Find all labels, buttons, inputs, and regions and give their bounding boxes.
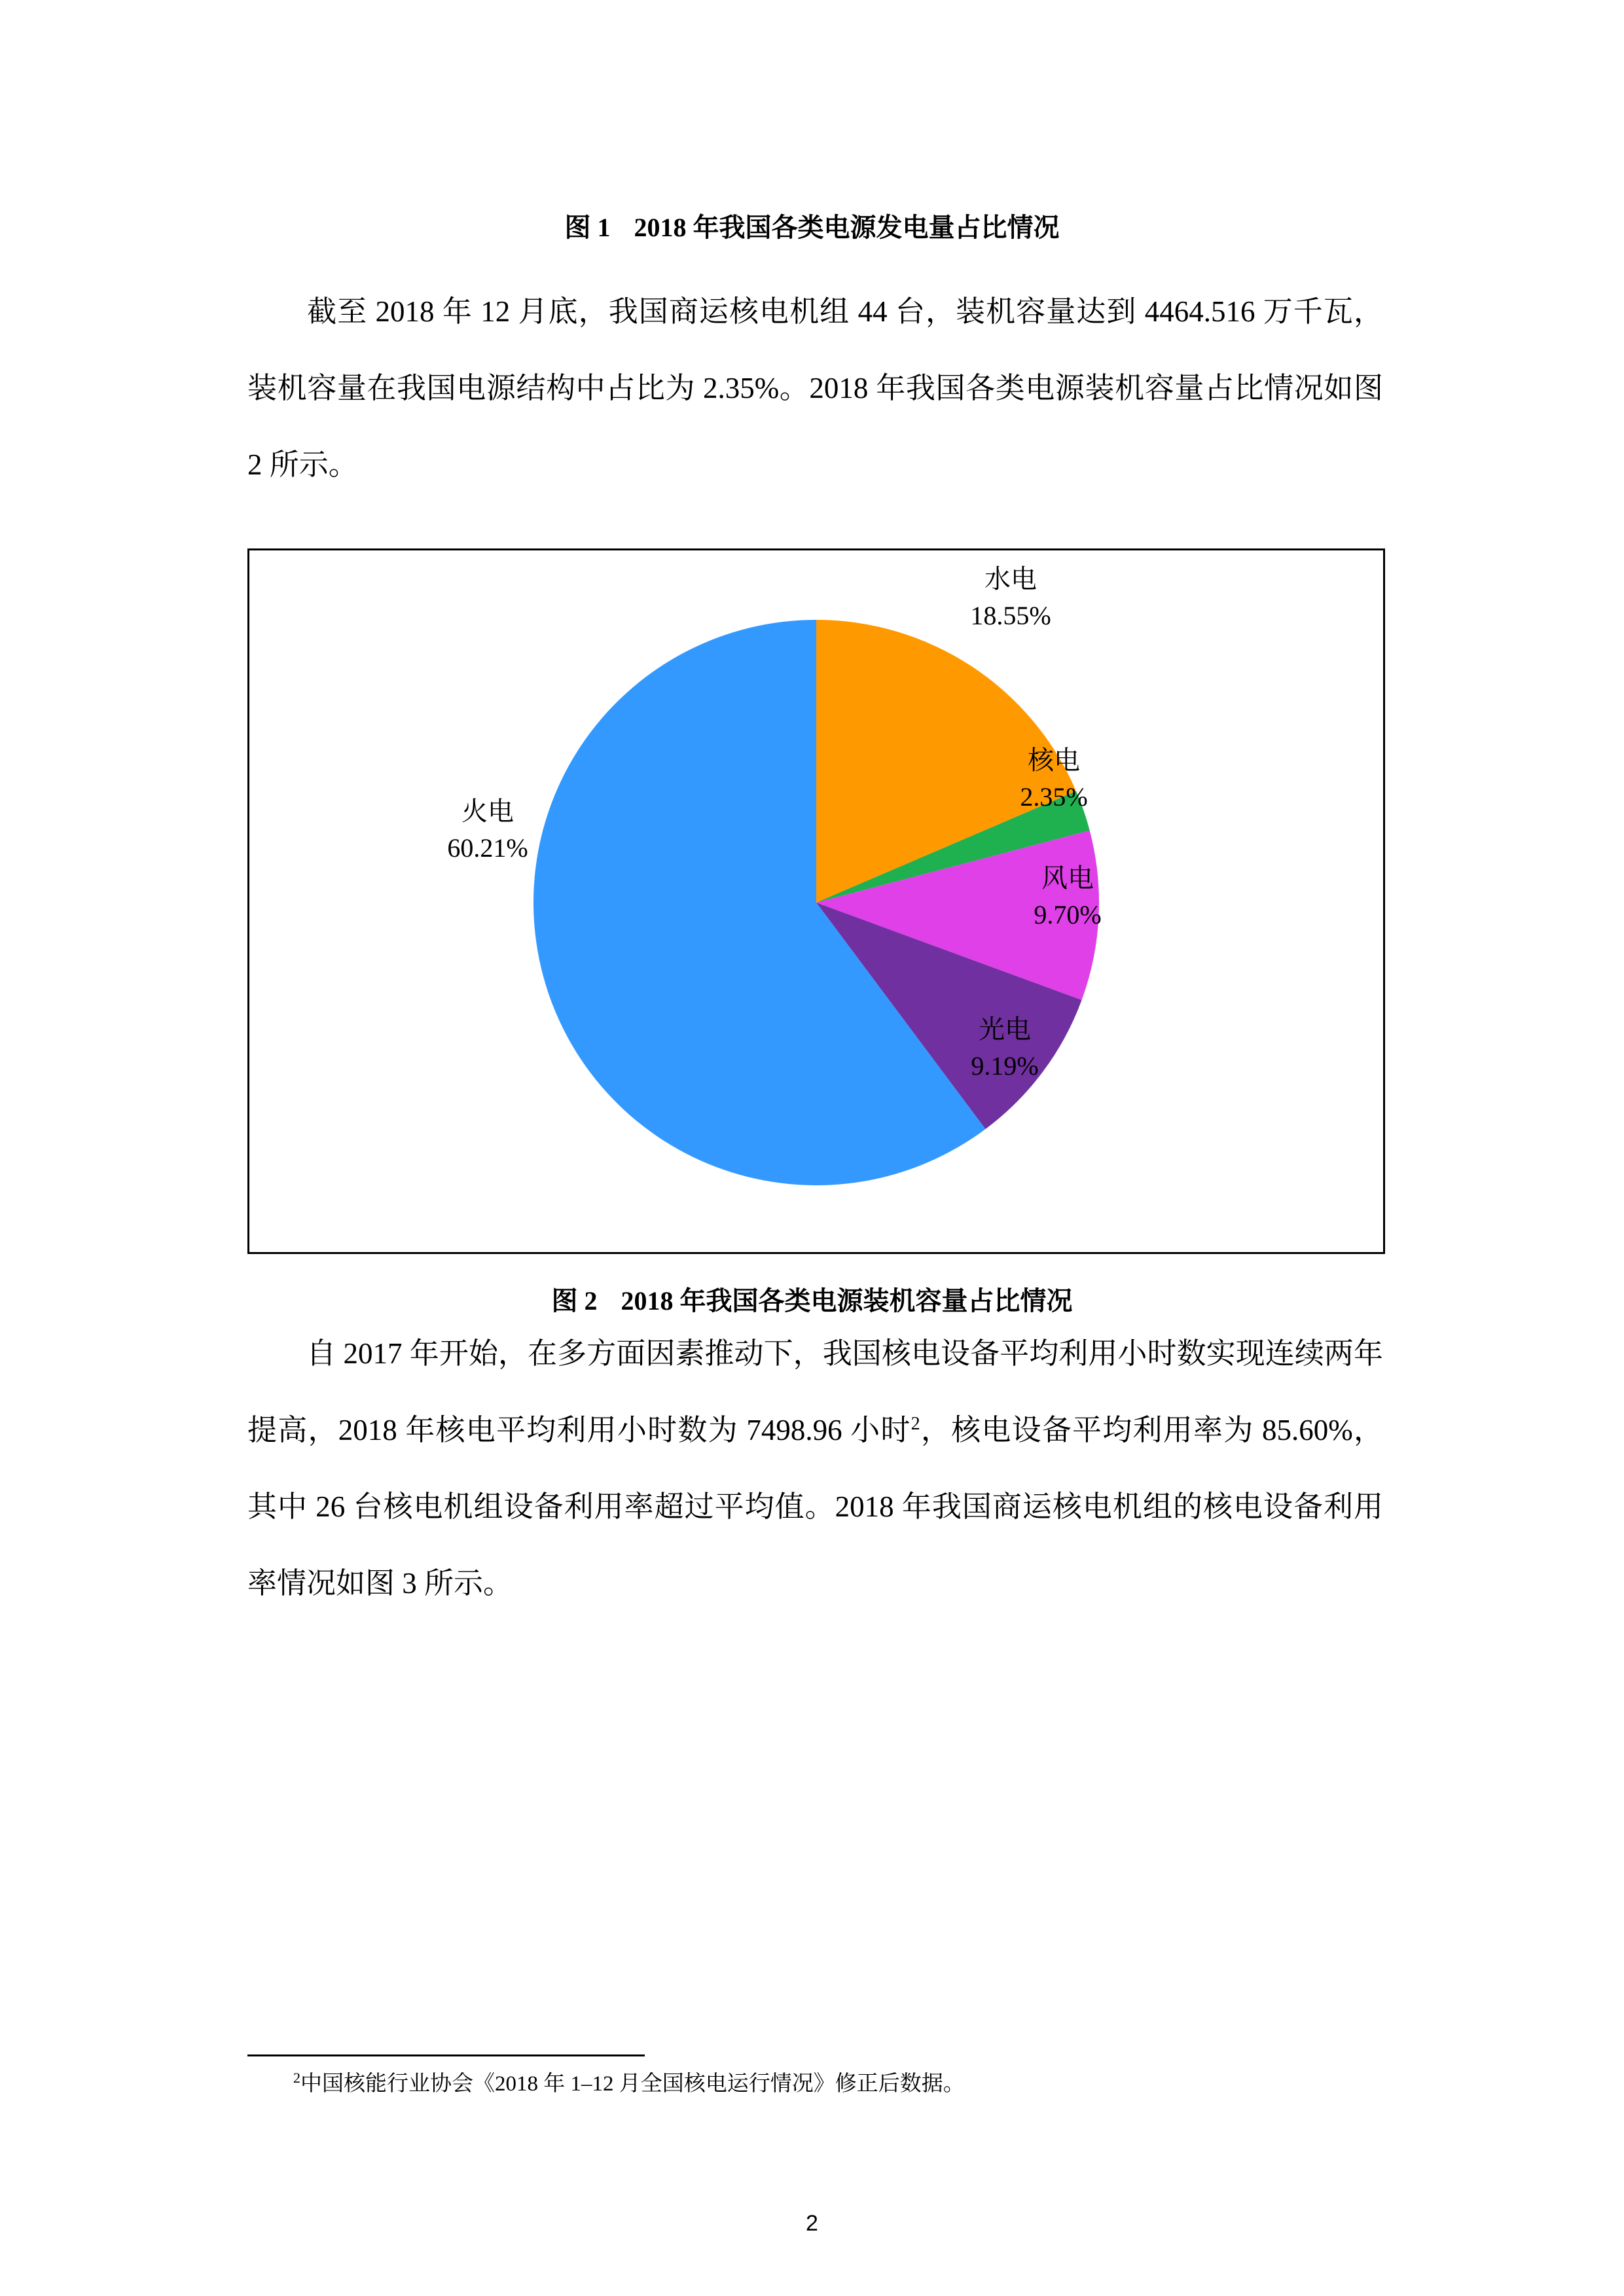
slice-value-label: 9.70% — [1034, 900, 1102, 929]
slice-category-label: 风电 — [1041, 863, 1094, 893]
figure2-number: 图 2 — [551, 1286, 598, 1316]
figure1-caption — [0, 209, 1624, 246]
figure1-number: 图 1 — [564, 213, 611, 242]
paragraph-capacity — [247, 274, 1383, 503]
figure2-caption — [0, 1283, 1624, 1319]
chart-frame — [247, 548, 1385, 1254]
footnote-marker: 2 — [293, 2070, 300, 2086]
paragraph-utilization-text-2: ，核电设备平均利用率为 85.60%，其中 26 台核电机组设备利用率超过平均值。2018 年我国商运核电机组的核电设备利用率情况如图 3 所示。 — [247, 1414, 1383, 1600]
slice-category-label: 火电 — [461, 797, 514, 826]
footnote-reference: 2 — [911, 1414, 920, 1434]
footnote-text: 中国核能行业协会《2018 年 1–12 月全国核电运行情况》修正后数据。 — [300, 2072, 965, 2096]
figure2-title: 2018 年我国各类电源装机容量占比情况 — [621, 1286, 1073, 1316]
slice-value-label: 9.19% — [971, 1051, 1039, 1081]
slice-value-label: 18.55% — [970, 601, 1051, 630]
page-number: 2 — [806, 2211, 818, 2236]
paragraph-utilization — [247, 1316, 1383, 1622]
footnote — [293, 2068, 965, 2100]
paragraph-utilization-text-1: 自 2017 年开始，在多方面因素推动下，我国核电设备平均利用小时数实现连续两年提高，2018 年核电平均利用小时数为 7498.96 小时 — [247, 1337, 1383, 1446]
slice-category-label: 水电 — [984, 564, 1037, 594]
paragraph-capacity-text: 截至 2018 年 12 月底，我国商运核电机组 44 台，装机容量达到 4464.516 万千瓦，装机容量在我国电源结构中占比为 2.35%。2018 年我国各类电源装机容量占比情况如图 2 所示。 — [247, 295, 1383, 481]
footnote-divider — [247, 2054, 645, 2056]
slice-category-label: 光电 — [979, 1014, 1031, 1044]
figure1-title: 2018 年我国各类电源发电量占比情况 — [634, 213, 1060, 242]
pie-chart — [249, 550, 1383, 1252]
slice-category-label: 核电 — [1028, 745, 1080, 775]
slice-value-label: 2.35% — [1020, 782, 1088, 812]
slice-value-label: 60.21% — [447, 833, 528, 863]
